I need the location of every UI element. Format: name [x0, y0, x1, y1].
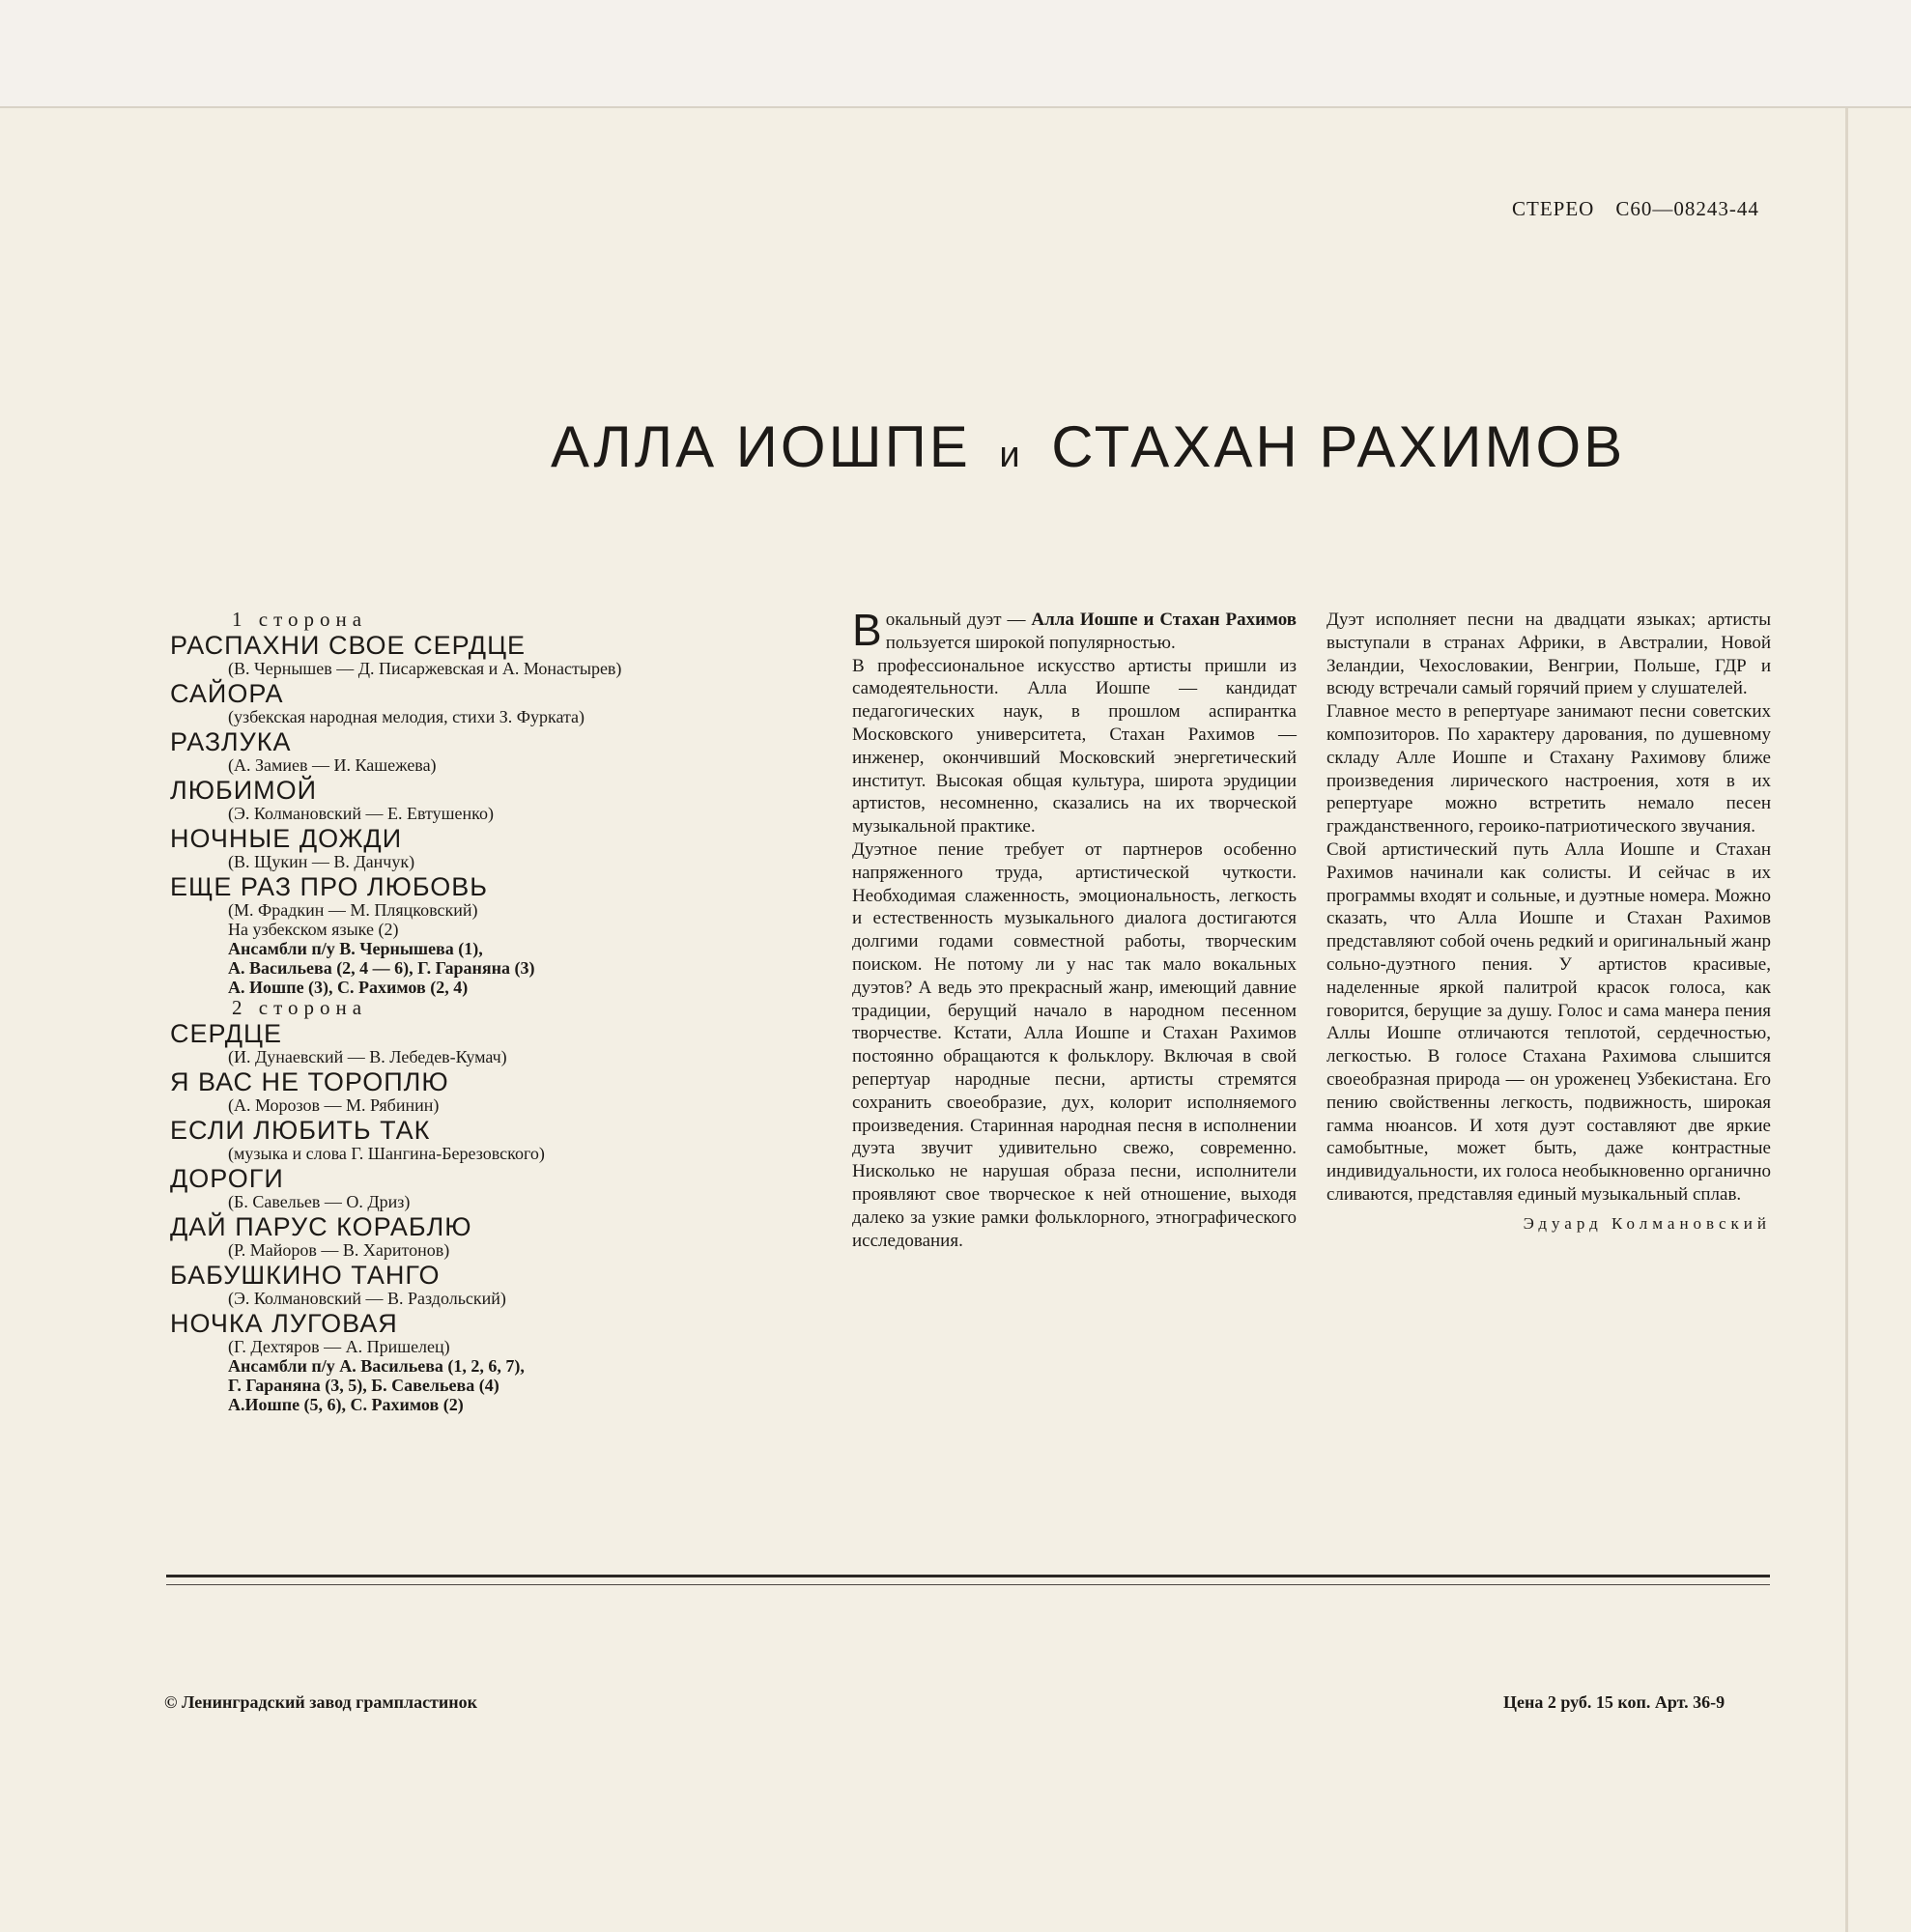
track-title: САЙОРА [170, 679, 284, 708]
track-credit: (Э. Колмановский — Е. Евтушенко) [228, 804, 494, 823]
performer-line: А.Иошпе (5, 6), С. Рахимов (2) [228, 1395, 464, 1414]
track-credit: (музыка и слова Г. Шангина-Березовского) [228, 1144, 545, 1163]
article-column-1 [852, 605, 1298, 1252]
track-credit: (А. Замиев — И. Кашежева) [228, 755, 437, 775]
track-title: ДОРОГИ [170, 1164, 284, 1193]
article-paragraph: Дуэт исполняет песни на двадцати языках; артисты выступали в странах Африки, в Австралии, Новой Зеландии, Чехословакии, Венгрии, Польше, ГДР и всюду встречали самый горячий прием у слушателей. [1326, 610, 1771, 699]
artist-2: СТАХАН РАХИМОВ [1051, 414, 1626, 479]
performer-line: Ансамбли п/у В. Чернышева (1), [228, 939, 483, 958]
drop-cap: В [852, 605, 882, 655]
track-title: НОЧКА ЛУГОВАЯ [170, 1309, 398, 1338]
sleeve-top-edge [0, 0, 1911, 108]
track-credit: (А. Морозов — М. Рябинин) [228, 1095, 440, 1115]
tracklist [170, 609, 788, 1414]
track-credit: (Г. Дехтяров — А. Пришелец) [228, 1337, 450, 1356]
title-conjunction: и [999, 435, 1023, 475]
stereo-label: СТЕРЕО [1512, 197, 1595, 220]
track-credit: (Э. Колмановский — В. Раздольский) [228, 1289, 506, 1308]
track-title: БАБУШКИНО ТАНГО [170, 1261, 441, 1290]
track-credit: (В. Щукин — В. Данчук) [228, 852, 415, 871]
track-credit: (И. Дунаевский — В. Лебедев-Кумач) [228, 1047, 507, 1066]
article-paragraph: В профессиональное искусство артисты пришли из самодеятельности. Алла Иошпе — кандидат педагогических наук, в прошлом аспирантка Московского университета, Стахан Рахимов — инженер, окончивший Московский энергетический институт. Высокая общая культура, широта эрудиции артистов, несомненно, сказались на их творческой музыкальной практике. [852, 655, 1297, 838]
performer-line: Ансамбли п/у А. Васильева (1, 2, 6, 7), [228, 1356, 525, 1376]
sleeve-seam [1845, 108, 1848, 1932]
track-title: РАСПАХНИ СВОЕ СЕРДЦЕ [170, 631, 527, 660]
album-title [551, 413, 1625, 480]
performer-line: А. Васильева (2, 4 — 6), Г. Гараняна (3) [228, 958, 535, 978]
article-paragraph: Главное место в репертуаре занимают песни советских композиторов. По характеру дарования, по душевному складу Алле Иошпе и Стахану Рахимову ближе произведения лирического настроения, хотя в их репертуаре можно встретить немало песен гражданственного, героико-патриотического звучания. [1326, 701, 1771, 838]
track-credit: (М. Фрадкин — М. Пляцковский) [228, 900, 478, 920]
track-title: ДАЙ ПАРУС КОРАБЛЮ [170, 1212, 472, 1241]
track-title: ЕСЛИ ЛЮБИТЬ ТАК [170, 1116, 431, 1145]
track-credit: (Б. Савельев — О. Дриз) [228, 1192, 411, 1211]
artist-1: АЛЛА ИОШПЕ [551, 414, 971, 479]
price-line: Цена 2 руб. 15 коп. Арт. 36-9 [1503, 1692, 1726, 1712]
footer-rule [166, 1575, 1770, 1577]
track-credit: (В. Чернышев — Д. Писаржевская и А. Монастырев) [228, 659, 622, 678]
footer-rule-thin [166, 1584, 1770, 1585]
track-title: ЛЮБИМОЙ [170, 776, 318, 805]
track-credit: (Р. Майоров — В. Харитонов) [228, 1240, 450, 1260]
article-paragraph: Дуэтное пение требует от партнеров особенно напряженного труда, артистической чуткости. Необходимая слаженность, эмоциональность, легкость и естественность музыкального диалога достигаются долгими годами совместной работы, творческим поиском. Не потому ли у нас так мало вокальных дуэтов? А ведь это прекрасный жанр, имеющий давние традиции, берущий начало в народном песенном творчестве. Кстати, Алла Иошпе и Стахан Рахимов постоянно обращаются к фольклору. Включая в свой репертуар народные песни, артисты стремятся сохранить своеобразие, дух, колорит исполняемого произведения. Старинная народная песня в исполнении дуэта звучит удивительно свежо, современно. Нисколько не нарушая образа песни, исполнители проявляют свое творческое к ней отношение, выходя далеко за узкие рамки фольклорного, этнографического исследования. [852, 838, 1297, 1251]
performer-line: Г. Гараняна (3, 5), Б. Савельева (4) [228, 1376, 499, 1395]
side-2-label: 2 сторона [232, 996, 368, 1019]
article-intro: Вокальный дуэт — Алла Иошпе и Стахан Рахимов пользуется широкой популярностью. [852, 605, 1298, 655]
performer-line: А. Иошпе (3), С. Рахимов (2, 4) [228, 978, 469, 997]
language-note: На узбекском языке (2) [228, 920, 399, 939]
article-paragraph: Свой артистический путь Алла Иошпе и Стахан Рахимов начинали как солисты. И сейчас в их программы входят и сольные, и дуэтные номера. Можно сказать, что Алла Иошпе и Стахан Рахимов представляют собой очень редкий и оригинальный жанр сольно-дуэтного пения. У артистов красивые, наделенные яркой палитрой красок голоса, как говорится, берущие за душу. Голос и сама манера пения Аллы Иошпе отличаются теплотой, сердечностью, легкостью. В голосе Стахана Рахимова слышится своеобразная природа — он уроженец Узбекистана. Его пению свойственны легкость, подвижность, широкая гамма нюансов. И хотя дуэт составляют две яркие самобытные, может быть, даже контрастные индивидуальности, их голоса необыкновенно органично сливаются, представляя единый музыкальный сплав. [1326, 838, 1771, 1205]
track-title: НОЧНЫЕ ДОЖДИ [170, 824, 403, 853]
catalog-number: С60—08243-44 [1615, 197, 1759, 220]
side-1-label: 1 сторона [232, 608, 368, 631]
track-credit: (узбекская народная мелодия, стихи З. Фурката) [228, 707, 585, 726]
track-title: СЕРДЦЕ [170, 1019, 282, 1048]
track-title: РАЗЛУКА [170, 727, 292, 756]
catalog-line [1512, 197, 1781, 221]
track-title: Я ВАС НЕ ТОРОПЛЮ [170, 1067, 449, 1096]
article-author: Эдуард Колмановский [1523, 1213, 1771, 1233]
track-title: ЕЩЕ РАЗ ПРО ЛЮБОВЬ [170, 872, 489, 901]
article-column-2 [1326, 609, 1771, 1236]
publisher-line: © Ленинградский завод грампластинок [164, 1692, 478, 1712]
